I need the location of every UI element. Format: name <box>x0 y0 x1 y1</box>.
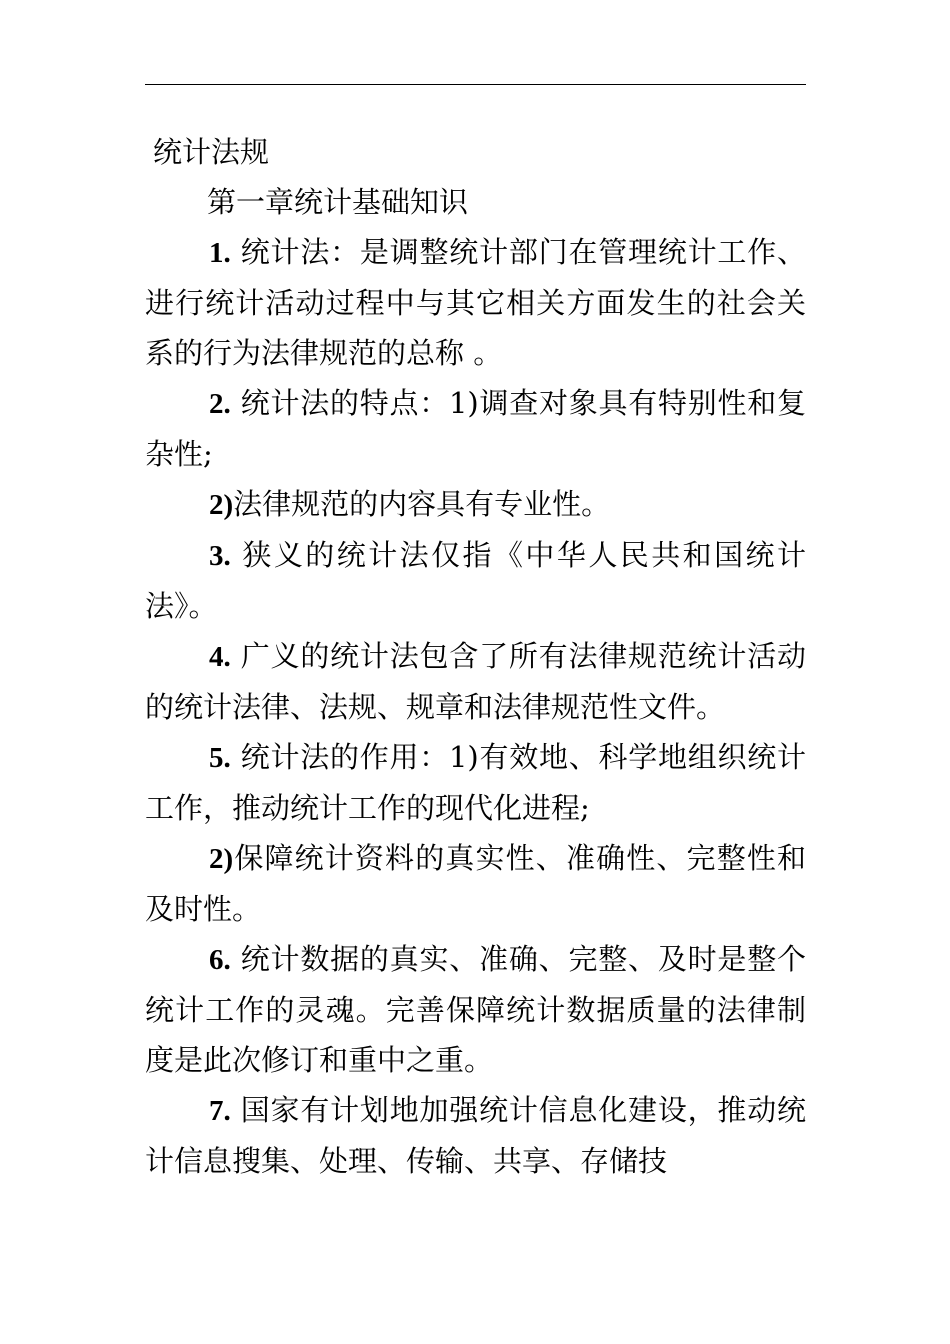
paragraph-number: 3. <box>209 540 231 572</box>
paragraph-number: 2. <box>209 388 231 420</box>
paragraph <box>145 833 806 934</box>
paragraph <box>145 934 806 1085</box>
paragraph <box>145 378 806 479</box>
paragraph-text: 统计数据的真实、准确、完整、及时是整个统计工作的灵魂。完善保障统计数据质量的法律制度是此次修订和重中之重。 <box>145 942 806 1077</box>
paragraph-text: 保障统计资料的真实性、准确性、完整性和及时性。 <box>145 841 806 926</box>
paragraph-number: 2) <box>209 489 234 521</box>
paragraph <box>145 732 806 833</box>
paragraph-text: 狭义的统计法仅指《中华人民共和国统计法》。 <box>145 538 806 623</box>
paragraph-number: 2) <box>209 843 234 875</box>
paragraph <box>145 227 806 378</box>
paragraph-number: 1. <box>209 237 231 269</box>
paragraph <box>145 1085 806 1186</box>
chapter-heading: 第一章统计基础知识 <box>207 185 469 219</box>
paragraph-text: 统计法的作用：1)有效地、科学地组织统计工作，推动统计工作的现代化进程; <box>145 740 806 825</box>
paragraph-number: 6. <box>209 944 231 976</box>
paragraph-text: 统计法的特点：1)调查对象具有特别性和复杂性; <box>145 386 806 471</box>
paragraph-text: 国家有计划地加强统计信息化建设，推动统计信息搜集、处理、传输、共享、存储技 <box>145 1093 806 1178</box>
paragraph-text: 统计法：是调整统计部门在管理统计工作、进行统计活动过程中与其它相关方面发生的社会关系的行为法律规范的总称 。 <box>145 235 806 370</box>
paragraph-number: 7. <box>209 1095 231 1127</box>
paragraph-number: 5. <box>209 742 231 774</box>
paragraph <box>145 631 806 732</box>
paragraph-text: 法律规范的内容具有专业性。 <box>233 487 611 521</box>
paragraph-number: 4. <box>209 641 231 673</box>
document-body <box>145 127 806 1186</box>
paragraph <box>145 479 806 530</box>
header-rule <box>145 84 806 85</box>
document-title: 统计法规 <box>153 135 270 169</box>
paragraph <box>145 530 806 631</box>
paragraph-text: 广义的统计法包含了所有法律规范统计活动的统计法律、法规、规章和法律规范性文件。 <box>145 639 806 724</box>
